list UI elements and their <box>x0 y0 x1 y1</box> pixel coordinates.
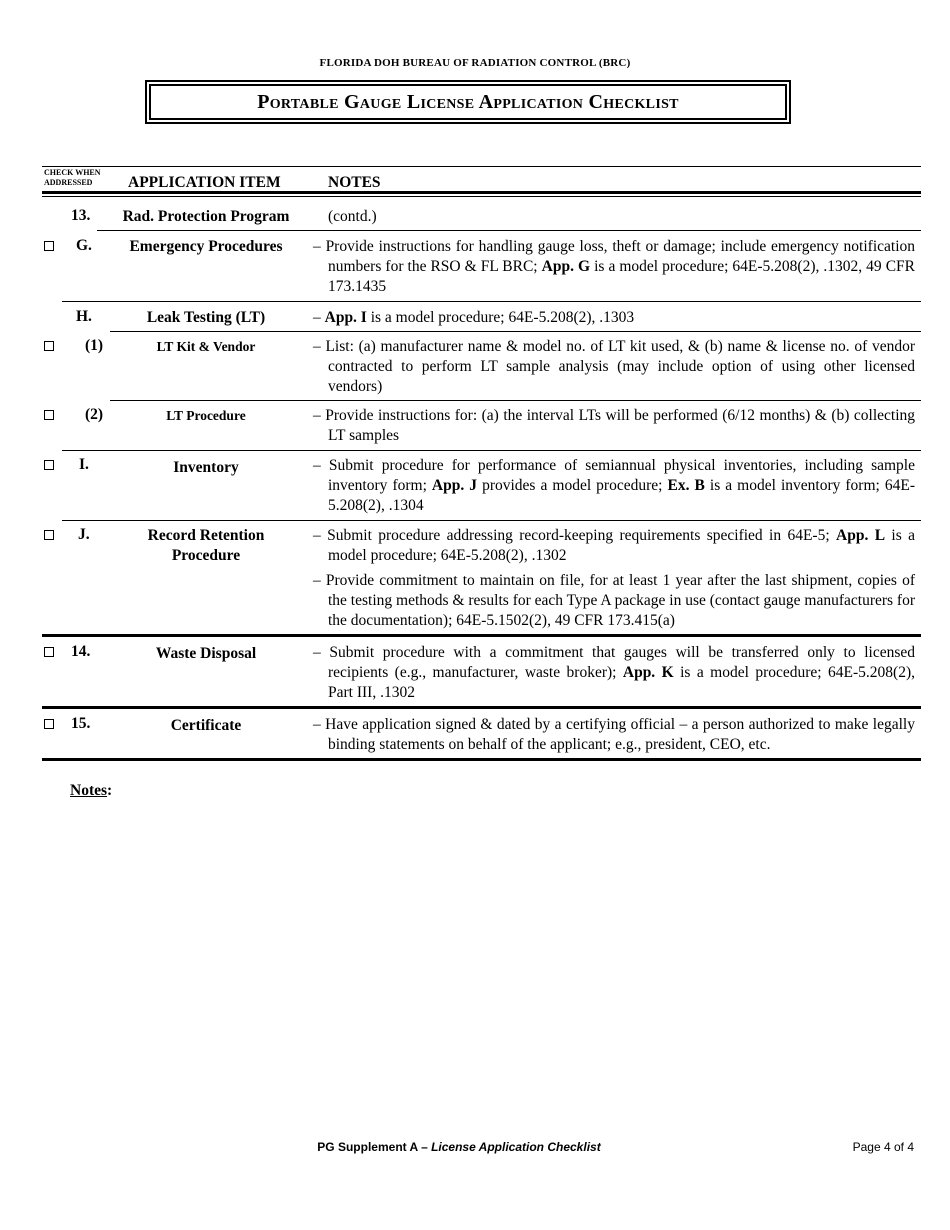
item-title: LT Procedure <box>166 408 246 423</box>
row-divider <box>62 450 921 451</box>
item-title: Emergency Procedures <box>129 238 283 255</box>
item-note: – Have application signed & dated by a certifying official – a person authorized to make legally binding statements on behalf of the applicant; e.g., president, CEO, etc. <box>313 716 915 753</box>
item-note: (contd.) <box>328 208 377 225</box>
item-number: 13. <box>71 207 91 224</box>
item-title: Certificate <box>170 717 242 734</box>
row-divider <box>97 230 921 231</box>
item-title: Waste Disposal <box>155 645 257 662</box>
checkbox[interactable] <box>44 341 54 351</box>
footer-title: PG Supplement A – License Application Checklist <box>317 1140 601 1154</box>
checkbox[interactable] <box>44 530 54 540</box>
item-number: J. <box>78 526 90 543</box>
checkbox[interactable] <box>44 460 54 470</box>
item-note: – List: (a) manufacturer name & model no. of LT kit used, & (b) name & license no. of vendor contracted to perform LT sample analysis (may include option of using other licensed vendors) <box>313 338 915 395</box>
item-note: – Submit procedure for performance of semiannual physical inventories, including sample inventory form; App. J provides a model procedure; Ex. B is a model inventory form; 64E-5.208(2), .1304 <box>313 457 915 514</box>
item-note: – Provide instructions for: (a) the interval LTs will be performed (6/12 months) & (b) collecting LT samples <box>313 407 915 444</box>
item-number: (1) <box>85 337 104 354</box>
item-title: Rad. Protection Program <box>122 208 290 225</box>
row-divider <box>110 400 921 401</box>
row-divider <box>42 634 921 637</box>
header-divider <box>42 191 921 197</box>
item-number: 15. <box>71 715 91 732</box>
notes-column-header: NOTES <box>328 174 381 191</box>
checkbox[interactable] <box>44 647 54 657</box>
row-divider <box>110 331 921 332</box>
item-title: LT Kit & Vendor <box>156 339 256 354</box>
checkbox[interactable] <box>44 410 54 420</box>
row-divider <box>62 301 921 302</box>
table-bottom-border <box>42 758 921 761</box>
row-divider <box>62 520 921 521</box>
item-note: – Submit procedure with a commitment that gauges will be transferred only to licensed recipients (e.g., manufacturer, waste broker); App. K is a model procedure; 64E-5.208(2), Part III, .1302 <box>313 644 915 701</box>
row-divider <box>42 706 921 709</box>
item-note: – Provide instructions for handling gauge loss, theft or damage; include emergency notification numbers for the RSO & FL BRC; App. G is a model procedure; 64E-5.208(2), .1302, 49 CFR 173.1435 <box>313 238 916 295</box>
item-note: – App. I is a model procedure; 64E-5.208(2), .1303 <box>313 309 635 326</box>
item-number: G. <box>76 237 92 254</box>
check-column-header: CHECK WHEN ADDRESSED <box>44 168 101 187</box>
title-box <box>145 80 791 124</box>
item-number: 14. <box>71 643 91 660</box>
item-title: Inventory <box>173 459 239 476</box>
item-number: (2) <box>85 406 104 423</box>
item-column-header: APPLICATION ITEM <box>128 174 281 191</box>
page-number: Page 4 of 4 <box>852 1140 914 1154</box>
checkbox[interactable] <box>44 241 54 251</box>
notes-label: Notes: <box>70 782 113 799</box>
item-number: I. <box>79 456 89 473</box>
checkbox[interactable] <box>44 719 54 729</box>
item-note: – Provide commitment to maintain on file, for at least 1 year after the last shipment, copies of the testing methods & results for each Type A package in use (contact gauge manufacturers for the documentation); 64E-5.1502(2), 49 CFR 173.415(a) <box>313 572 916 629</box>
item-title: Record Retention Procedure <box>147 527 265 564</box>
item-number: H. <box>76 308 92 325</box>
item-title: Leak Testing (LT) <box>146 309 266 326</box>
item-note: – Submit procedure addressing record-keeping requirements specified in 64E-5; App. L is a model procedure; 64E-5.208(2), .1302 <box>313 527 915 564</box>
table-header <box>42 166 921 193</box>
agency-name: FLORIDA DOH BUREAU OF RADIATION CONTROL (BRC) <box>319 57 631 69</box>
page-title: Portable Gauge License Application Checklist <box>257 90 679 113</box>
